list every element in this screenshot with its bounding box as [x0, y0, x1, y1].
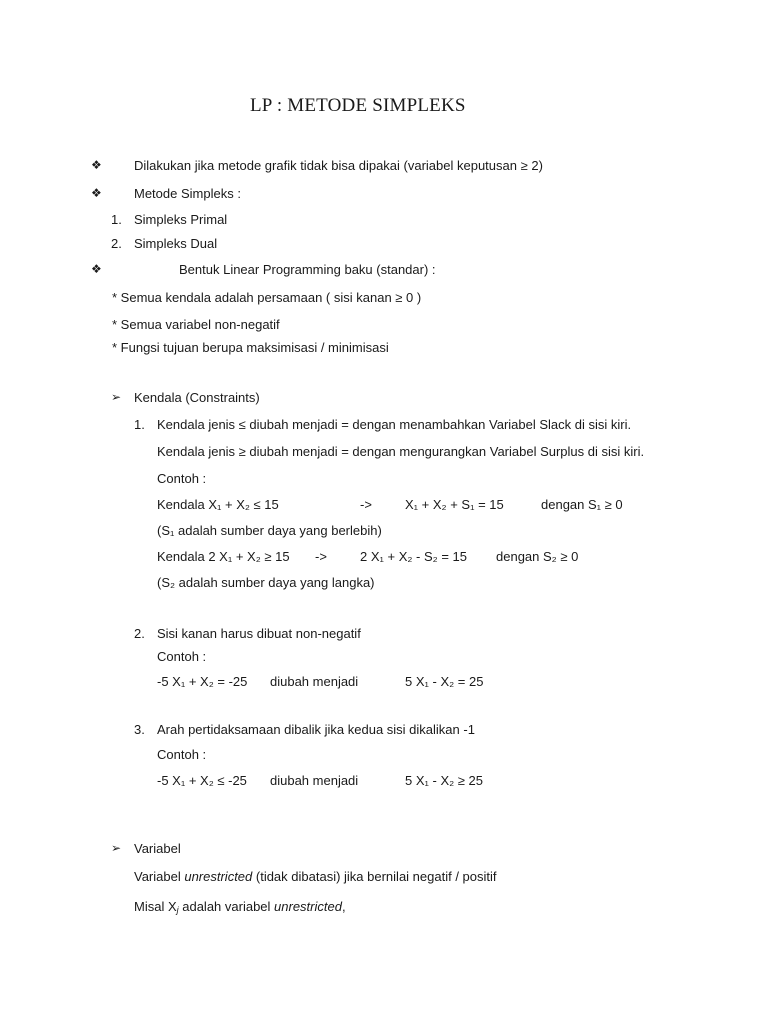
star-item: * Semua kendala adalah persamaan ( sisi kanan ≥ 0 )	[112, 290, 422, 305]
list-number: 2.	[111, 236, 122, 251]
kendala-item1-line1: Kendala jenis ≤ diubah menjadi = dengan menambahkan Variabel Slack di sisi kiri.	[157, 417, 632, 432]
diamond-bullet-icon: ❖	[91, 186, 102, 200]
intro-line-3: Bentuk Linear Programming baku (standar) :	[179, 262, 436, 277]
list-number: 1.	[134, 417, 145, 432]
example1-condition: dengan S₁ ≥ 0	[541, 497, 623, 512]
diamond-bullet-icon: ❖	[91, 262, 102, 276]
example1-right: X₁ + X₂ + S₁ = 15	[405, 497, 504, 512]
kendala-heading: Kendala (Constraints)	[134, 390, 260, 405]
example3-right: 5 X₁ - X₂ = 25	[405, 674, 484, 689]
example1-arrow: ->	[360, 497, 372, 512]
contoh-label: Contoh :	[157, 471, 207, 486]
list-number: 2.	[134, 626, 145, 641]
example1-left: Kendala X₁ + X₂ ≤ 15	[157, 497, 279, 512]
variabel-line-2: Misal $X_j$ adalah variabel unrestricted,	[134, 899, 346, 915]
page-title: LP : METODE SIMPLEKS	[250, 95, 466, 116]
example4-right: 5 X₁ - X₂ ≥ 25	[405, 773, 483, 788]
kendala-item3-line1: Arah pertidaksamaan dibalik jika kedua sisi dikalikan -1	[157, 722, 475, 737]
star-item: * Fungsi tujuan berupa maksimisasi / minimisasi	[112, 340, 389, 355]
intro-line-2: Metode Simpleks :	[134, 186, 241, 201]
star-item: * Semua variabel non-negatif	[112, 317, 280, 332]
list-item: Simpleks Primal	[134, 212, 228, 227]
example2-right: 2 X₁ + X₂ - S₂ = 15	[360, 549, 467, 564]
arrow-bullet-icon: ➢	[111, 390, 122, 404]
kendala-item2-line1: Sisi kanan harus dibuat non-negatif	[157, 626, 361, 641]
contoh-label: Contoh :	[157, 747, 207, 762]
list-item: Simpleks Dual	[134, 236, 218, 251]
variabel-heading: Variabel	[134, 841, 181, 856]
example4-left: -5 X₁ + X₂ ≤ -25	[157, 773, 247, 788]
example4-mid: diubah menjadi	[270, 773, 359, 788]
list-number: 1.	[111, 212, 122, 227]
example3-left: -5 X₁ + X₂ = -25	[157, 674, 248, 689]
example3-mid: diubah menjadi	[270, 674, 359, 689]
example2-note: (S₂ adalah sumber daya yang langka)	[157, 575, 375, 590]
diamond-bullet-icon: ❖	[91, 158, 102, 172]
list-number: 3.	[134, 722, 145, 737]
contoh-label: Contoh :	[157, 649, 207, 664]
example2-condition: dengan S₂ ≥ 0	[496, 549, 579, 564]
example2-left: Kendala 2 X₁ + X₂ ≥ 15	[157, 549, 290, 564]
intro-line-1: Dilakukan jika metode grafik tidak bisa dipakai (variabel keputusan ≥ 2)	[134, 158, 543, 173]
arrow-bullet-icon: ➢	[111, 841, 122, 855]
example1-note: (S₁ adalah sumber daya yang berlebih)	[157, 523, 382, 538]
variabel-line-1: Variabel unrestricted (tidak dibatasi) jika bernilai negatif / positif	[134, 869, 497, 884]
kendala-item1-line2: Kendala jenis ≥ diubah menjadi = dengan mengurangkan Variabel Surplus di sisi kiri.	[157, 444, 645, 459]
example2-arrow: ->	[315, 549, 327, 564]
